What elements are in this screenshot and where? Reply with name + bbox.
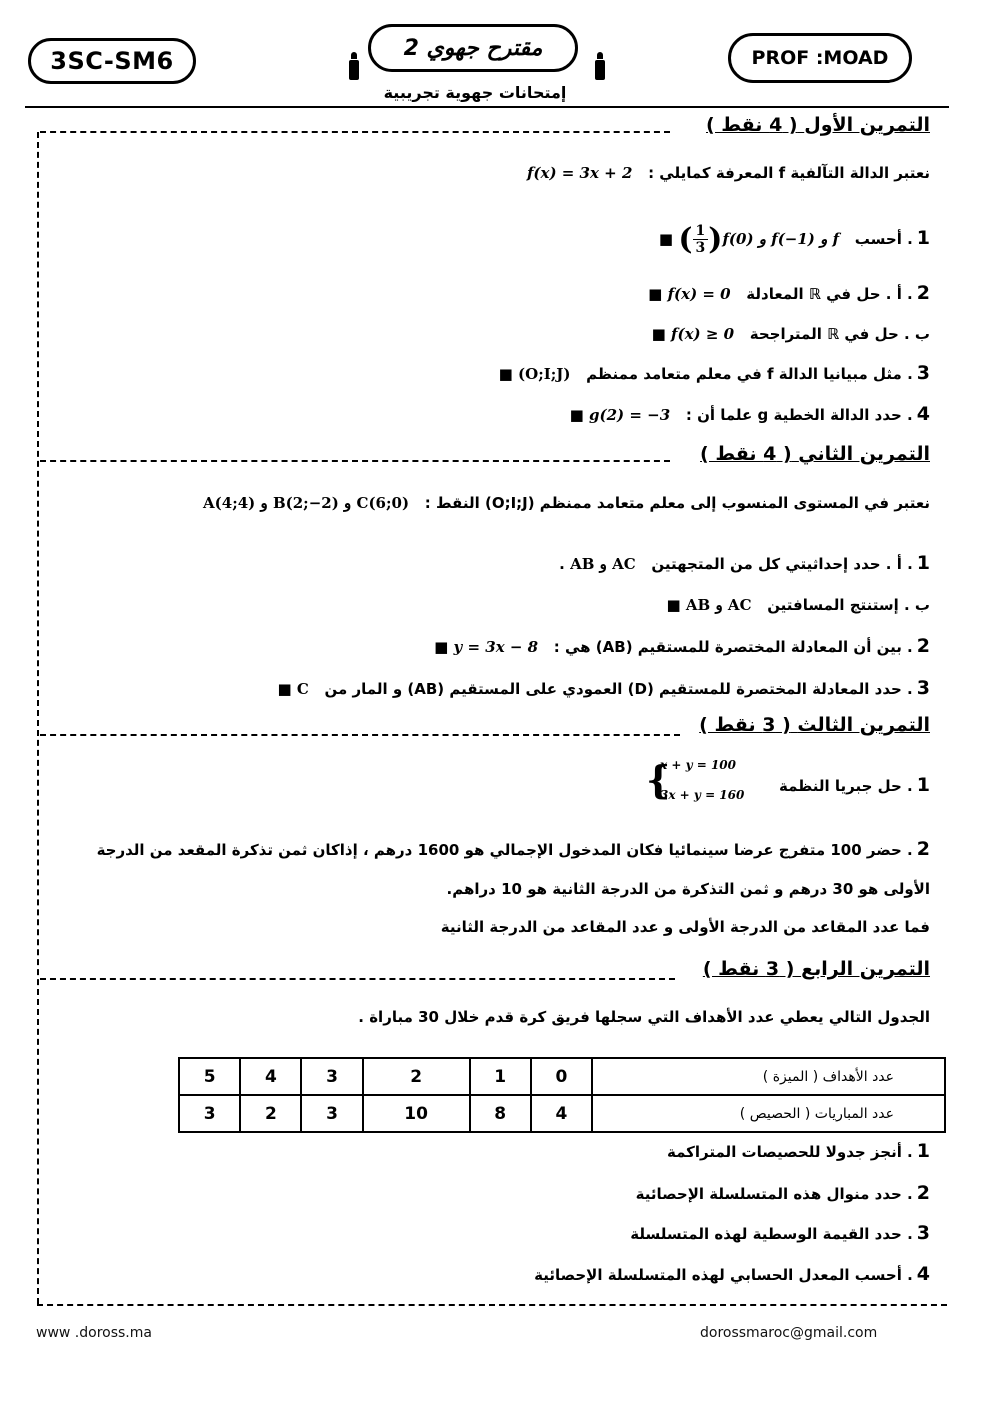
table-row-label: عدد الأهداف ( الميزة ) bbox=[592, 1058, 945, 1095]
ex1-intro: نعتبر الدالة التآلفية f المعرفة كمايلي : f(x) = 3x + 2 bbox=[526, 164, 930, 182]
table-cell: 5 bbox=[179, 1058, 240, 1095]
table-cell: 1 bbox=[470, 1058, 531, 1095]
ex4-q2: 2. حدد منوال هذه المتسلسلة الإحصائية bbox=[635, 1182, 930, 1204]
table-cell: 8 bbox=[470, 1095, 531, 1132]
table-cell: 3 bbox=[179, 1095, 240, 1132]
ex4-q3: 3. حدد القيمة الوسطية لهذه المتسلسلة bbox=[630, 1222, 930, 1244]
ex1-divider bbox=[40, 131, 670, 133]
weight-icon-right bbox=[595, 60, 605, 80]
ex4-q1: 1. أنجز جدولا للحصيصات المتراكمة bbox=[667, 1140, 930, 1162]
ex4-intro: الجدول التالي يعطي عدد الأهداف التي سجلها فريق كرة قدم خلال 30 مباراة . bbox=[358, 1008, 930, 1026]
page-subtitle: إمتحانات جهوية تجريبية bbox=[383, 83, 567, 102]
table-cell: 4 bbox=[240, 1058, 301, 1095]
footer-website[interactable]: www .doross.ma bbox=[36, 1325, 152, 1341]
table-row bbox=[179, 1095, 945, 1132]
table-cell: 3 bbox=[301, 1095, 362, 1132]
ex2-divider bbox=[40, 460, 670, 462]
ex1-q1: 1. أحسب f(0) و f(−1) و f( $\frac{1}{3}$ ) ■ bbox=[658, 222, 930, 257]
footer-email[interactable]: dorossmaroc@gmail.com bbox=[700, 1325, 878, 1341]
ex2-q1b: ب . إستنتج المسافتين AB و AC ■ bbox=[666, 596, 930, 614]
ex3-q2-line3: فما عدد المقاعد من الدرجة الأولى و عدد المقاعد من الدرجة الثانية bbox=[440, 918, 930, 936]
table-cell: 2 bbox=[240, 1095, 301, 1132]
ex2-q1a: 1. أ . حدد إحداثيتي كل من المتجهتين AB و AC . bbox=[559, 552, 930, 574]
ex2-intro: نعتبر في المستوى المنسوب إلى معلم متعامد ممنظم (O;I;J) النقط : A(4;4) و B(2;−2) و C(6;0) bbox=[203, 494, 930, 512]
header-divider bbox=[25, 106, 949, 108]
table-row-label: عدد المباريات ( الحصيص ) bbox=[592, 1095, 945, 1132]
ex4-divider bbox=[40, 978, 675, 980]
ex3-divider bbox=[40, 734, 680, 736]
ex2-q3: 3. حدد المعادلة المختصرة للمستقيم (D) العمودي على المستقيم (AB) و المار من C ■ bbox=[277, 677, 930, 699]
table-cell: 10 bbox=[363, 1095, 470, 1132]
ex1-q3: 3. مثل مبيانيا الدالة f في معلم متعامد ممنظم (O;I;J) ■ bbox=[498, 362, 930, 384]
ex3-q2-line1: 2. حضر 100 متفرج عرضا سينمائيا فكان المدخول الإجمالي هو 1600 درهم ، إذاكان ثمن تذكرة المقعد من الدرجة bbox=[96, 838, 930, 860]
table-row bbox=[179, 1058, 945, 1095]
table-cell: 4 bbox=[531, 1095, 592, 1132]
ex3-title: التمرين الثالث ( 3 نقط ) bbox=[699, 714, 930, 736]
exam-title: مقترح جهوي 2 bbox=[368, 24, 578, 72]
ex1-q4: 4. حدد الدالة الخطية g علما أن : g(2) = −3 ■ bbox=[569, 403, 930, 425]
ex4-title: التمرين الرابع ( 3 نقط ) bbox=[702, 958, 930, 980]
ex4-q4: 4. أحسب المعدل الحسابي لهذه المتسلسلة الإحصائية bbox=[534, 1263, 930, 1285]
prof-label: PROF :MOAD bbox=[728, 33, 912, 83]
frame-bottom-border bbox=[37, 1304, 947, 1306]
ex2-title: التمرين الثاني ( 4 نقط ) bbox=[700, 443, 930, 465]
table-cell: 3 bbox=[301, 1058, 362, 1095]
frame-left-border bbox=[37, 132, 39, 1304]
table-cell: 0 bbox=[531, 1058, 592, 1095]
goals-table bbox=[178, 1057, 946, 1133]
ex1-q2a: 2. أ . حل في ℝ المعادلة f(x) = 0 ■ bbox=[648, 282, 930, 304]
ex1-title: التمرين الأول ( 4 نقط ) bbox=[705, 114, 930, 136]
fraction-one-third: $\frac{1}{3}$ bbox=[693, 223, 709, 256]
weight-icon-left bbox=[349, 60, 359, 80]
ex1-q2b: ب . حل في ℝ المتراجحة f(x) ≥ 0 ■ bbox=[651, 325, 930, 343]
class-label: 3SC-SM6 bbox=[28, 38, 196, 84]
ex2-q2: 2. بين أن المعادلة المختصرة للمستقيم (AB) هي : y = 3x − 8 ■ bbox=[434, 635, 930, 657]
ex3-q2-line2: الأولى هو 30 درهم و ثمن التذكرة من الدرجة الثانية هو 10 دراهم. bbox=[446, 880, 930, 898]
table-cell: 2 bbox=[363, 1058, 470, 1095]
ex3-q1: 1. حل جبريا النظمة bbox=[779, 774, 930, 796]
